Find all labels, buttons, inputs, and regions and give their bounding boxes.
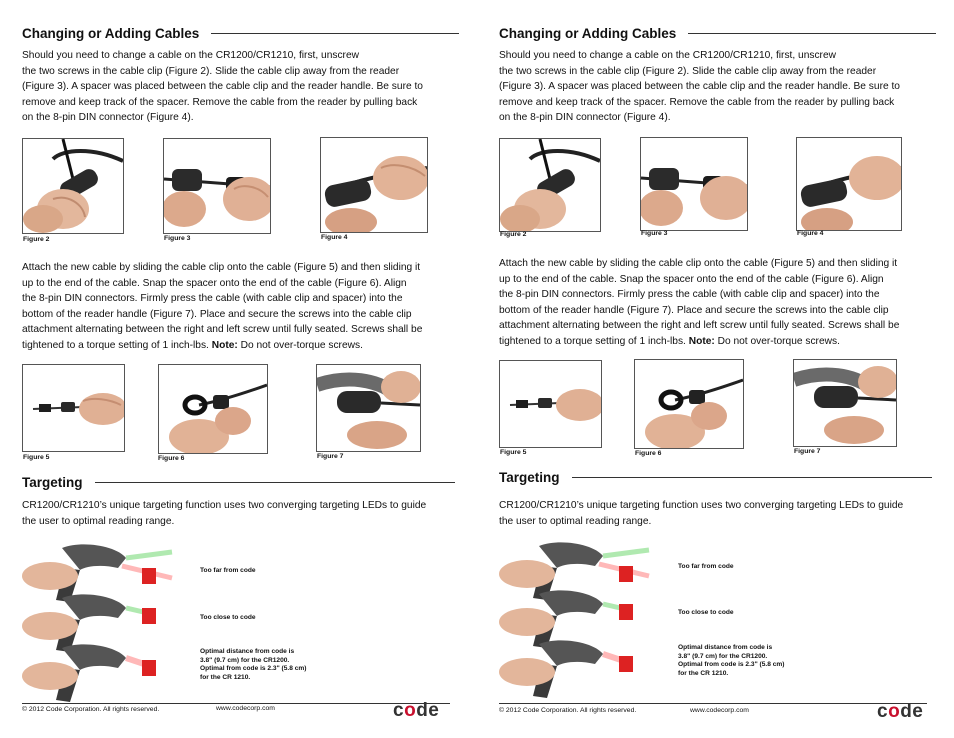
targeting-illustration (22, 540, 187, 700)
section-title-cables: Changing or Adding Cables (22, 26, 459, 41)
figure-7-caption: Figure 7 (317, 453, 344, 460)
figure-5-caption: Figure 5 (500, 449, 527, 456)
label-too-far: Too far from code (678, 563, 734, 570)
figure-3-photo (163, 138, 271, 234)
cables-paragraph: Should you need to change a cable on the CR1200/CR1210, first, unscrew the two screws in the cable clip (Figure 2). Slide the cable clip away from the reader (Figure 3). A spacer was placed between the cable clip and the reader handle. Be sure to remove and keep track of the spacer. Remove the cable from the reader by pulling back on the 8-pin DIN connector (Figure 4). (22, 50, 423, 124)
section-title-cables: Changing or Adding Cables (499, 26, 936, 41)
scanner-too-close (22, 594, 156, 652)
title-rule (688, 33, 936, 34)
figure-6-caption: Figure 6 (635, 450, 662, 457)
code-logo: code (877, 701, 924, 722)
footer-url[interactable]: www.codecorp.com (216, 705, 275, 712)
figure-7-caption: Figure 7 (794, 448, 821, 455)
figure-5-caption: Figure 5 (23, 454, 50, 461)
figure-4-photo (320, 137, 428, 233)
label-too-close: Too close to code (678, 609, 734, 616)
label-too-far: Too far from code (200, 567, 256, 574)
footer-copyright: © 2012 Code Corporation. All rights reserved. (22, 706, 160, 713)
figure-3-caption: Figure 3 (164, 235, 191, 242)
figure-4-photo (796, 137, 902, 231)
figure-6-photo (634, 359, 744, 449)
scanner-too-far (22, 544, 172, 602)
code-logo: code (393, 700, 440, 721)
figure-7-photo (316, 364, 421, 452)
footer-rule (499, 703, 927, 704)
cables-paragraph: Should you need to change a cable on the CR1200/CR1210, first, unscrew the two screws in the cable clip (Figure 2). Slide the cable clip away from the reader (Figure 3). A spacer was placed between the cable clip and the reader handle. Be sure to remove and keep track of the spacer. Remove the cable from the reader by pulling back on the 8-pin DIN connector (Figure 4). (499, 50, 900, 124)
figure-4-caption: Figure 4 (797, 230, 824, 237)
attach-paragraph: Attach the new cable by sliding the cable clip onto the cable (Figure 5) and then sliding it up to the end of the cable. Snap the spacer onto the end of the cable (Figure 6). Align the 8-pin DIN connectors. Firmly press the cable (with cable clip and spacer) into the bottom of the reader handle (Figure 7). Place and secure the screws into the cable clip attachment alternating between the right and left screw until fully seated. Screws shall be tightened to a torque setting of 1 inch-lbs. Note: Do not over-torque screws. (22, 262, 423, 351)
figure-6-photo (158, 364, 268, 454)
title-rule (572, 477, 932, 478)
scanner-optimal (499, 640, 633, 698)
footer-url[interactable]: www.codecorp.com (690, 707, 749, 714)
figure-2-caption: Figure 2 (500, 231, 527, 238)
figure-6-caption: Figure 6 (158, 455, 185, 462)
right-page (499, 0, 949, 738)
footer-rule (22, 703, 450, 704)
figure-5-photo (22, 364, 125, 452)
scanner-optimal (22, 644, 156, 702)
section-title-targeting: Targeting (499, 470, 932, 485)
label-optimal: Optimal distance from code is 3.8" (9.7 cm) for the CR1200. Optimal from code is 2.3" (5.8 cm) for the CR 1210. (200, 648, 307, 681)
footer-copyright: © 2012 Code Corporation. All rights reserved. (499, 707, 637, 714)
figure-2-photo (499, 138, 601, 232)
attach-paragraph: Attach the new cable by sliding the cable clip onto the cable (Figure 5) and then sliding it up to the end of the cable. Snap the spacer onto the end of the cable (Figure 6). Align the 8-pin DIN connectors. Firmly press the cable (with cable clip and spacer) into the bottom of the reader handle (Figure 7). Place and secure the screws into the cable clip attachment alternating between the right and left screw until fully seated. Screws shall be tightened to a torque setting of 1 inch-lbs. Note: Do not over-torque screws. (499, 258, 900, 347)
label-optimal: Optimal distance from code is 3.8" (9.7 cm) for the CR1200. Optimal from code is 2.3" (5.8 cm) for the CR 1210. (678, 644, 785, 677)
left-page (22, 0, 472, 738)
figure-2-photo (22, 138, 124, 234)
targeting-illustration (499, 538, 664, 698)
section-title-targeting: Targeting (22, 475, 455, 490)
targeting-paragraph: CR1200/CR1210’s unique targeting function uses two converging targeting LEDs to guide the user to optimal reading range. (22, 500, 427, 527)
figure-7-photo (793, 359, 897, 447)
figure-3-caption: Figure 3 (641, 230, 668, 237)
label-too-close: Too close to code (200, 614, 256, 621)
title-rule (211, 33, 459, 34)
figure-3-photo (640, 137, 748, 231)
targeting-paragraph: CR1200/CR1210’s unique targeting function uses two converging targeting LEDs to guide the user to optimal reading range. (499, 500, 904, 527)
figure-4-caption: Figure 4 (321, 234, 348, 241)
title-rule (95, 482, 455, 483)
figure-5-photo (499, 360, 602, 448)
scanner-too-close (499, 590, 633, 648)
figure-2-caption: Figure 2 (23, 236, 50, 243)
